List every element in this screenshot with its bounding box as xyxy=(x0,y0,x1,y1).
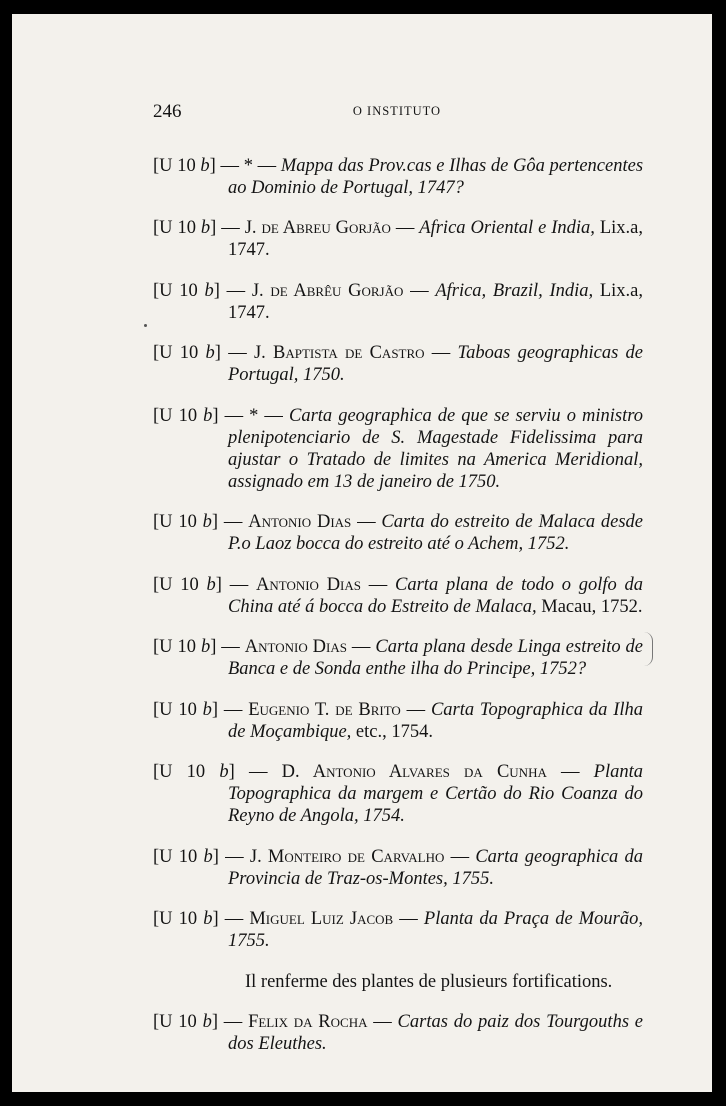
shelf-mark: [U 10 b] xyxy=(153,218,217,238)
author: Felix da Rocha — xyxy=(248,1012,398,1032)
catalogue-entries xyxy=(153,136,643,1074)
shelf-mark: [U 10 b] xyxy=(153,1012,219,1032)
running-head: O INSTITUTO xyxy=(352,104,442,118)
shelf-mark: [U 10 b] xyxy=(153,512,219,532)
catalogue-entry: [U 10 b] — J. de Abrêu Gorjão — Africa, Brazil, India, Lix.a, 1747. xyxy=(153,280,644,323)
author: * — xyxy=(249,405,289,426)
map-title: Africa, Brazil, India, xyxy=(435,280,594,301)
book-page xyxy=(12,14,712,1092)
map-title: Carta do estreito de Malaca desde P.o Laoz bocca do estreito até o Achem, 1752. xyxy=(228,512,644,554)
map-title: Carta plana de todo o golfo da China até á bocca do Estreito de Malaca, xyxy=(228,574,644,617)
catalogue-entry: [U 10 b] — J. Baptista de Castro — Taboas geographicas de Portugal, 1750. xyxy=(153,343,644,385)
catalogue-entry: [U 10 b] — Miguel Luiz Jacob — Planta da Praça de Mourão, 1755. xyxy=(153,909,644,951)
shelf-mark: [U 10 b] xyxy=(153,155,216,176)
imprint: etc., 1754. xyxy=(351,721,433,742)
catalogue-entry: [U 10 b] — Antonio Dias — Carta do estreito de Malaca desde P.o Laoz bocca do estreito até o Achem, 1752. xyxy=(153,512,644,554)
catalogue-entry: [U 10 b] — Felix da Rocha — Cartas do paiz dos Tourgouths e dos Eleuthes. xyxy=(153,1012,644,1054)
map-title: Carta Topographica da Ilha de Moçambique, xyxy=(228,699,644,742)
catalogue-entry: [U 10 b] — * — Mappa das Prov.cas e Ilhas de Gôa pertencentes ao Dominio de Portugal, 1747? xyxy=(153,155,644,198)
author: J. de Abrêu Gorjão — xyxy=(251,280,436,301)
map-title: Carta geographica de que se serviu o ministro plenipotenciario de S. Magestade Fidelissima para ajustar o Tratado de limites na America Meridional, assignado em 13 de janeiro de 1750. xyxy=(228,405,644,492)
map-title: Africa Oriental e India, xyxy=(419,218,595,238)
author: J. Baptista de Castro — xyxy=(253,343,458,363)
shelf-mark: [U 10 b] xyxy=(153,762,235,782)
shelf-mark: [U 10 b] xyxy=(153,280,220,301)
map-title: Taboas geographicas de Portugal, 1750. xyxy=(228,343,644,385)
catalogue-entry: [U 10 b] — D. Antonio Alvares da Cunha — Planta Topographica da margem e Certão do Rio Coanza do Reyno de Angola, 1754. xyxy=(153,762,644,826)
page-number: 246 xyxy=(153,101,182,122)
author: D. Antonio Alvares da Cunha — xyxy=(281,762,594,782)
author: J. de Abreu Gorjão — xyxy=(244,218,420,238)
author: Miguel Luiz Jacob — xyxy=(249,909,424,929)
shelf-mark: [U 10 b] xyxy=(153,846,219,867)
author: J. Monteiro de Carvalho — xyxy=(249,846,476,867)
author: Eugenio T. de Brito — xyxy=(248,699,431,720)
catalogue-entry: [U 10 b] — Antonio Dias — Carta plana de todo o golfo da China até á bocca do Estreito de Malaca, Macau, 1752. xyxy=(153,574,644,617)
shelf-mark: [U 10 b] xyxy=(153,699,219,720)
entry-note: Il renferme des plantes de plusieurs fortifications. xyxy=(245,971,613,992)
catalogue-entry: [U 10 b] — J. de Abreu Gorjão — Africa Oriental e India, Lix.a, 1747. xyxy=(153,218,644,260)
shelf-mark: [U 10 b] xyxy=(153,343,221,363)
author: Antonio Dias — xyxy=(255,574,396,595)
map-title: Carta plana desde Linga estreito de Banca e de Sonda enthe ilha do Principe, 1752? xyxy=(228,637,644,679)
shelf-mark: [U 10 b] xyxy=(153,405,219,426)
catalogue-entry: [U 10 b] — Eugenio T. de Brito — Carta Topographica da Ilha de Moçambique, etc., 1754. xyxy=(153,699,644,742)
author: Antonio Dias — xyxy=(244,637,376,657)
imprint: Macau, 1752. xyxy=(536,596,643,617)
map-title: Carta geographica da Provincia de Traz-os-Montes, 1755. xyxy=(228,846,643,889)
author: * — xyxy=(243,155,281,176)
catalogue-entry: [U 10 b] — Antonio Dias — Carta plana desde Linga estreito de Banca e de Sonda enthe ilha do Principe, 1752? xyxy=(153,637,644,679)
page-header xyxy=(153,101,641,125)
shelf-mark: [U 10 b] xyxy=(153,909,219,929)
catalogue-entry: [U 10 b] — * — Carta geographica de que se serviu o ministro plenipotenciario de S. Magestade Fidelissima para ajustar o Tratado de limites na America Meridional, assignado em 13 de janeiro de 1750. xyxy=(153,405,644,492)
author: Antonio Dias — xyxy=(248,512,382,532)
imprint: Lix.a, 1747. xyxy=(228,280,644,323)
map-title: Cartas do paiz dos Tourgouths e dos Eleuthes. xyxy=(228,1012,644,1054)
margin-speck xyxy=(144,324,147,327)
imprint: Lix.a, 1747. xyxy=(228,218,644,260)
margin-bracket-mark xyxy=(644,632,653,666)
map-title: Planta Topographica da margem e Certão do Rio Coanza do Reyno de Angola, 1754. xyxy=(228,762,644,826)
map-title: Planta da Praça de Mourão, 1755. xyxy=(228,909,644,951)
shelf-mark: [U 10 b] xyxy=(153,574,222,595)
map-title: Mappa das Prov.cas e Ilhas de Gôa pertencentes ao Dominio de Portugal, 1747? xyxy=(228,155,644,198)
shelf-mark: [U 10 b] xyxy=(153,637,217,657)
catalogue-entry: [U 10 b] — J. Monteiro de Carvalho — Carta geographica da Provincia de Traz-os-Montes, 1755. xyxy=(153,846,643,889)
